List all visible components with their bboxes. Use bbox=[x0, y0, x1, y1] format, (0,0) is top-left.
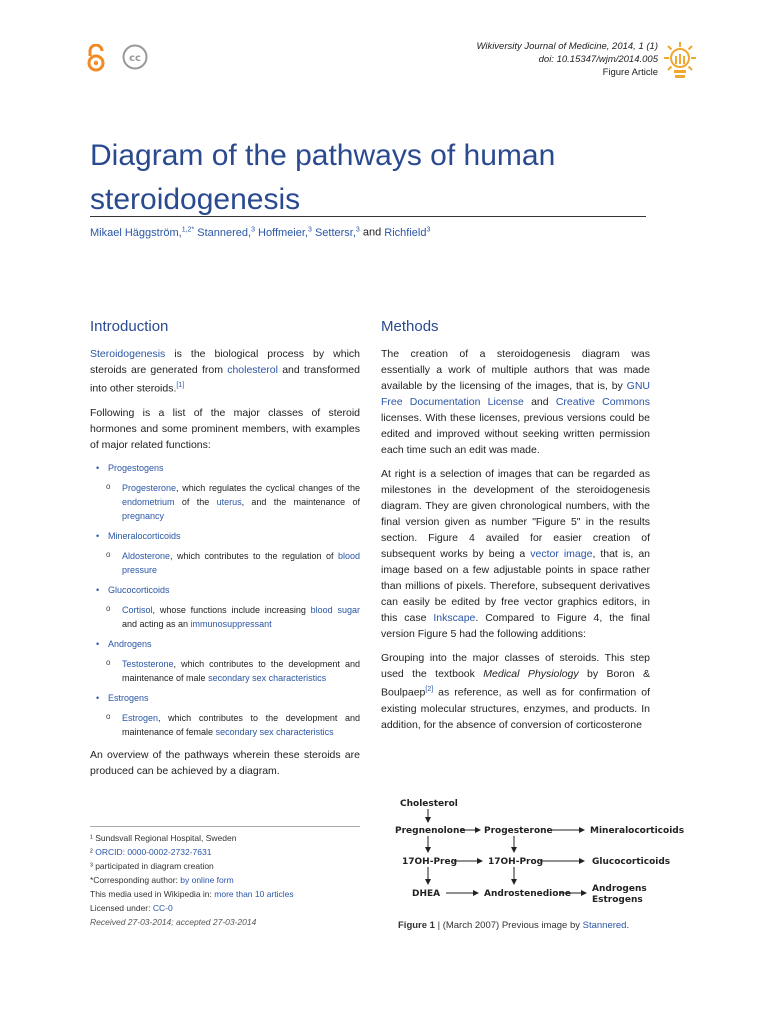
node-mineralocorticoids: Mineralocorticoids bbox=[590, 826, 685, 836]
license-link[interactable]: CC-0 bbox=[152, 903, 173, 913]
list-item[interactable]: • Androgens bbox=[90, 637, 360, 651]
methods-paragraph-2: At right is a selection of images that can be regarded as milestones in the development of the steroidogenesis diagram. They are given chronological numbers, with the final version given as number "Figure 5" in the results section. Figure 4 availed for easier creation of subsequent works by being a vector image, that is, an image based on a few adjustable points in space rather than millions of pixels. Therefore, subsequent derivatives can easily be edited by free vector graphics editors, in this case Inkscape. Compared to Figure 4, the final version Figure 5 had the following additions: bbox=[381, 468, 650, 640]
node-progesterone: Progesterone bbox=[484, 826, 553, 836]
list-item[interactable]: • Mineralocorticoids bbox=[90, 529, 360, 543]
stannered-link[interactable]: Stannered bbox=[582, 920, 627, 931]
author-link[interactable]: Mikael Häggström,$^{1,2*}$ bbox=[90, 226, 195, 239]
contact-link[interactable]: by online form bbox=[180, 875, 234, 885]
methods-paragraph-3: Grouping into the major classes of steroids. This step used the textbook Medical Physiology by Boron & Boulpaep[2] as reference, as well as for confirmation of existing molecular structures, enzymes, and products. In addition, for the absence of conversion of corticosterone bbox=[381, 652, 650, 731]
orcid-link[interactable]: ORCID: 0000-0002-2732-7631 bbox=[95, 847, 212, 857]
list-item: o Estrogen, which contributes to the development and maintenance of female secondary sex characteristics bbox=[90, 711, 360, 739]
inkscape-link[interactable]: Inkscape bbox=[433, 612, 476, 624]
list-item[interactable]: • Progestogens bbox=[90, 461, 360, 475]
svg-text:cc: cc bbox=[129, 53, 141, 64]
steroidogenesis-link[interactable]: Steroidogenesis bbox=[90, 348, 166, 360]
orcid-note: ² ORCID: 0000-0002-2732-7631 bbox=[90, 847, 212, 857]
node-pregnenolone: Pregnenolone bbox=[395, 826, 466, 836]
creative-commons-icon bbox=[122, 44, 148, 70]
usage-link[interactable]: more than 10 articles bbox=[214, 889, 294, 899]
list-item: o Testosterone, which contributes to the development and maintenance of male secondary sex characteristics bbox=[90, 657, 360, 685]
node-estrogens: Estrogens bbox=[592, 895, 643, 905]
contribution-note: ³ participated in diagram creation bbox=[90, 861, 214, 871]
node-androgens: Androgens bbox=[592, 884, 647, 894]
introduction-heading: Introduction bbox=[90, 318, 169, 335]
list-item[interactable]: • Glucocorticoids bbox=[90, 583, 360, 597]
steroidogenesis-diagram bbox=[388, 790, 688, 910]
methods-paragraph-1: The creation of a steroidogenesis diagram was essentially a work of multiple authors that was made available by the licensing of the images, that is, by GNU Free Documentation License and Creative Commons licenses. With these licenses, previous versions could be edited and improved without seeking written permission each time such an edit was made. bbox=[381, 348, 650, 456]
list-item: o Progesterone, which regulates the cyclical changes of the endometrium of the uterus, and the maintenance of pregnancy bbox=[90, 481, 360, 523]
author-link[interactable]: Hoffmeier,$^3$ bbox=[258, 226, 312, 239]
doi[interactable]: doi: 10.15347/wjm/2014.005 bbox=[538, 54, 658, 65]
list-item: o Cortisol, whose functions include increasing blood sugar and acting as an immunosuppressant bbox=[90, 603, 360, 631]
page-title: Diagram of the pathways of human steroidogenesis bbox=[90, 139, 556, 216]
license-note: Licensed under: CC-0 bbox=[90, 903, 173, 913]
corresponding-note: *Corresponding author: by online form bbox=[90, 875, 234, 885]
steroid-class-list bbox=[90, 461, 360, 739]
title-divider bbox=[90, 216, 646, 217]
cholesterol-link[interactable]: cholesterol bbox=[227, 364, 278, 376]
open-access-icon bbox=[84, 44, 108, 72]
journal-citation: Wikiversity Journal of Medicine, 2014, 1 (1) bbox=[476, 41, 658, 52]
usage-note: This media used in Wikipedia in: more than 10 articles bbox=[90, 889, 294, 899]
wikiversity-journal-logo bbox=[662, 40, 698, 84]
node-androstenedione: Androstenedione bbox=[484, 889, 571, 899]
node-dhea: DHEA bbox=[412, 889, 441, 899]
author-conjunction: and bbox=[362, 226, 382, 239]
node-17oh-preg: 17OH-Preg bbox=[402, 857, 458, 867]
author-link[interactable]: Settersr,$^3$ bbox=[314, 226, 360, 239]
figure-label: Figure 1 bbox=[398, 920, 435, 931]
list-item[interactable]: • Estrogens bbox=[90, 691, 360, 705]
introduction-section bbox=[90, 346, 360, 787]
affiliation-note: ¹ Sundsvall Regional Hospital, Sweden bbox=[90, 833, 237, 843]
creative-commons-link[interactable]: Creative Commons bbox=[555, 396, 650, 408]
journal-info bbox=[476, 40, 658, 79]
methods-heading: Methods bbox=[381, 318, 439, 335]
author-link[interactable]: Stannered,$^3$ bbox=[197, 226, 255, 239]
figure-caption: Figure 1 | (March 2007) Previous image by Stannered. bbox=[398, 920, 630, 931]
reference-1[interactable]: [1] bbox=[176, 382, 185, 389]
node-cholesterol: Cholesterol bbox=[400, 799, 458, 809]
dates-note: Received 27-03-2014; accepted 27-03-2014 bbox=[90, 917, 257, 927]
list-item: o Aldosterone, which contributes to the regulation of blood pressure bbox=[90, 549, 360, 577]
gfdl-link[interactable]: GNU Free Documentation License bbox=[381, 380, 650, 408]
vector-image-link[interactable]: vector image bbox=[530, 548, 593, 560]
intro-paragraph-3: An overview of the pathways wherein these steroids are produced can be achieved by a diagram. bbox=[90, 748, 360, 777]
article-type: Figure Article bbox=[602, 67, 658, 78]
methods-section bbox=[381, 346, 650, 741]
intro-paragraph-1: Steroidogenesis is the biological process by which steroids are generated from cholesterol and transformed into other steroids.[1] bbox=[90, 348, 360, 395]
node-17oh-prog: 17OH-Prog bbox=[488, 857, 544, 867]
intro-paragraph-2: Following is a list of the major classes of steroid hormones and some prominent members, with examples of major related functions: bbox=[90, 406, 360, 451]
footnotes bbox=[90, 826, 360, 929]
author-link[interactable]: Richfield$^3$ bbox=[384, 226, 431, 239]
node-glucocorticoids: Glucocorticoids bbox=[592, 857, 671, 867]
author-list bbox=[90, 226, 430, 239]
reference-2[interactable]: [2] bbox=[425, 686, 434, 693]
